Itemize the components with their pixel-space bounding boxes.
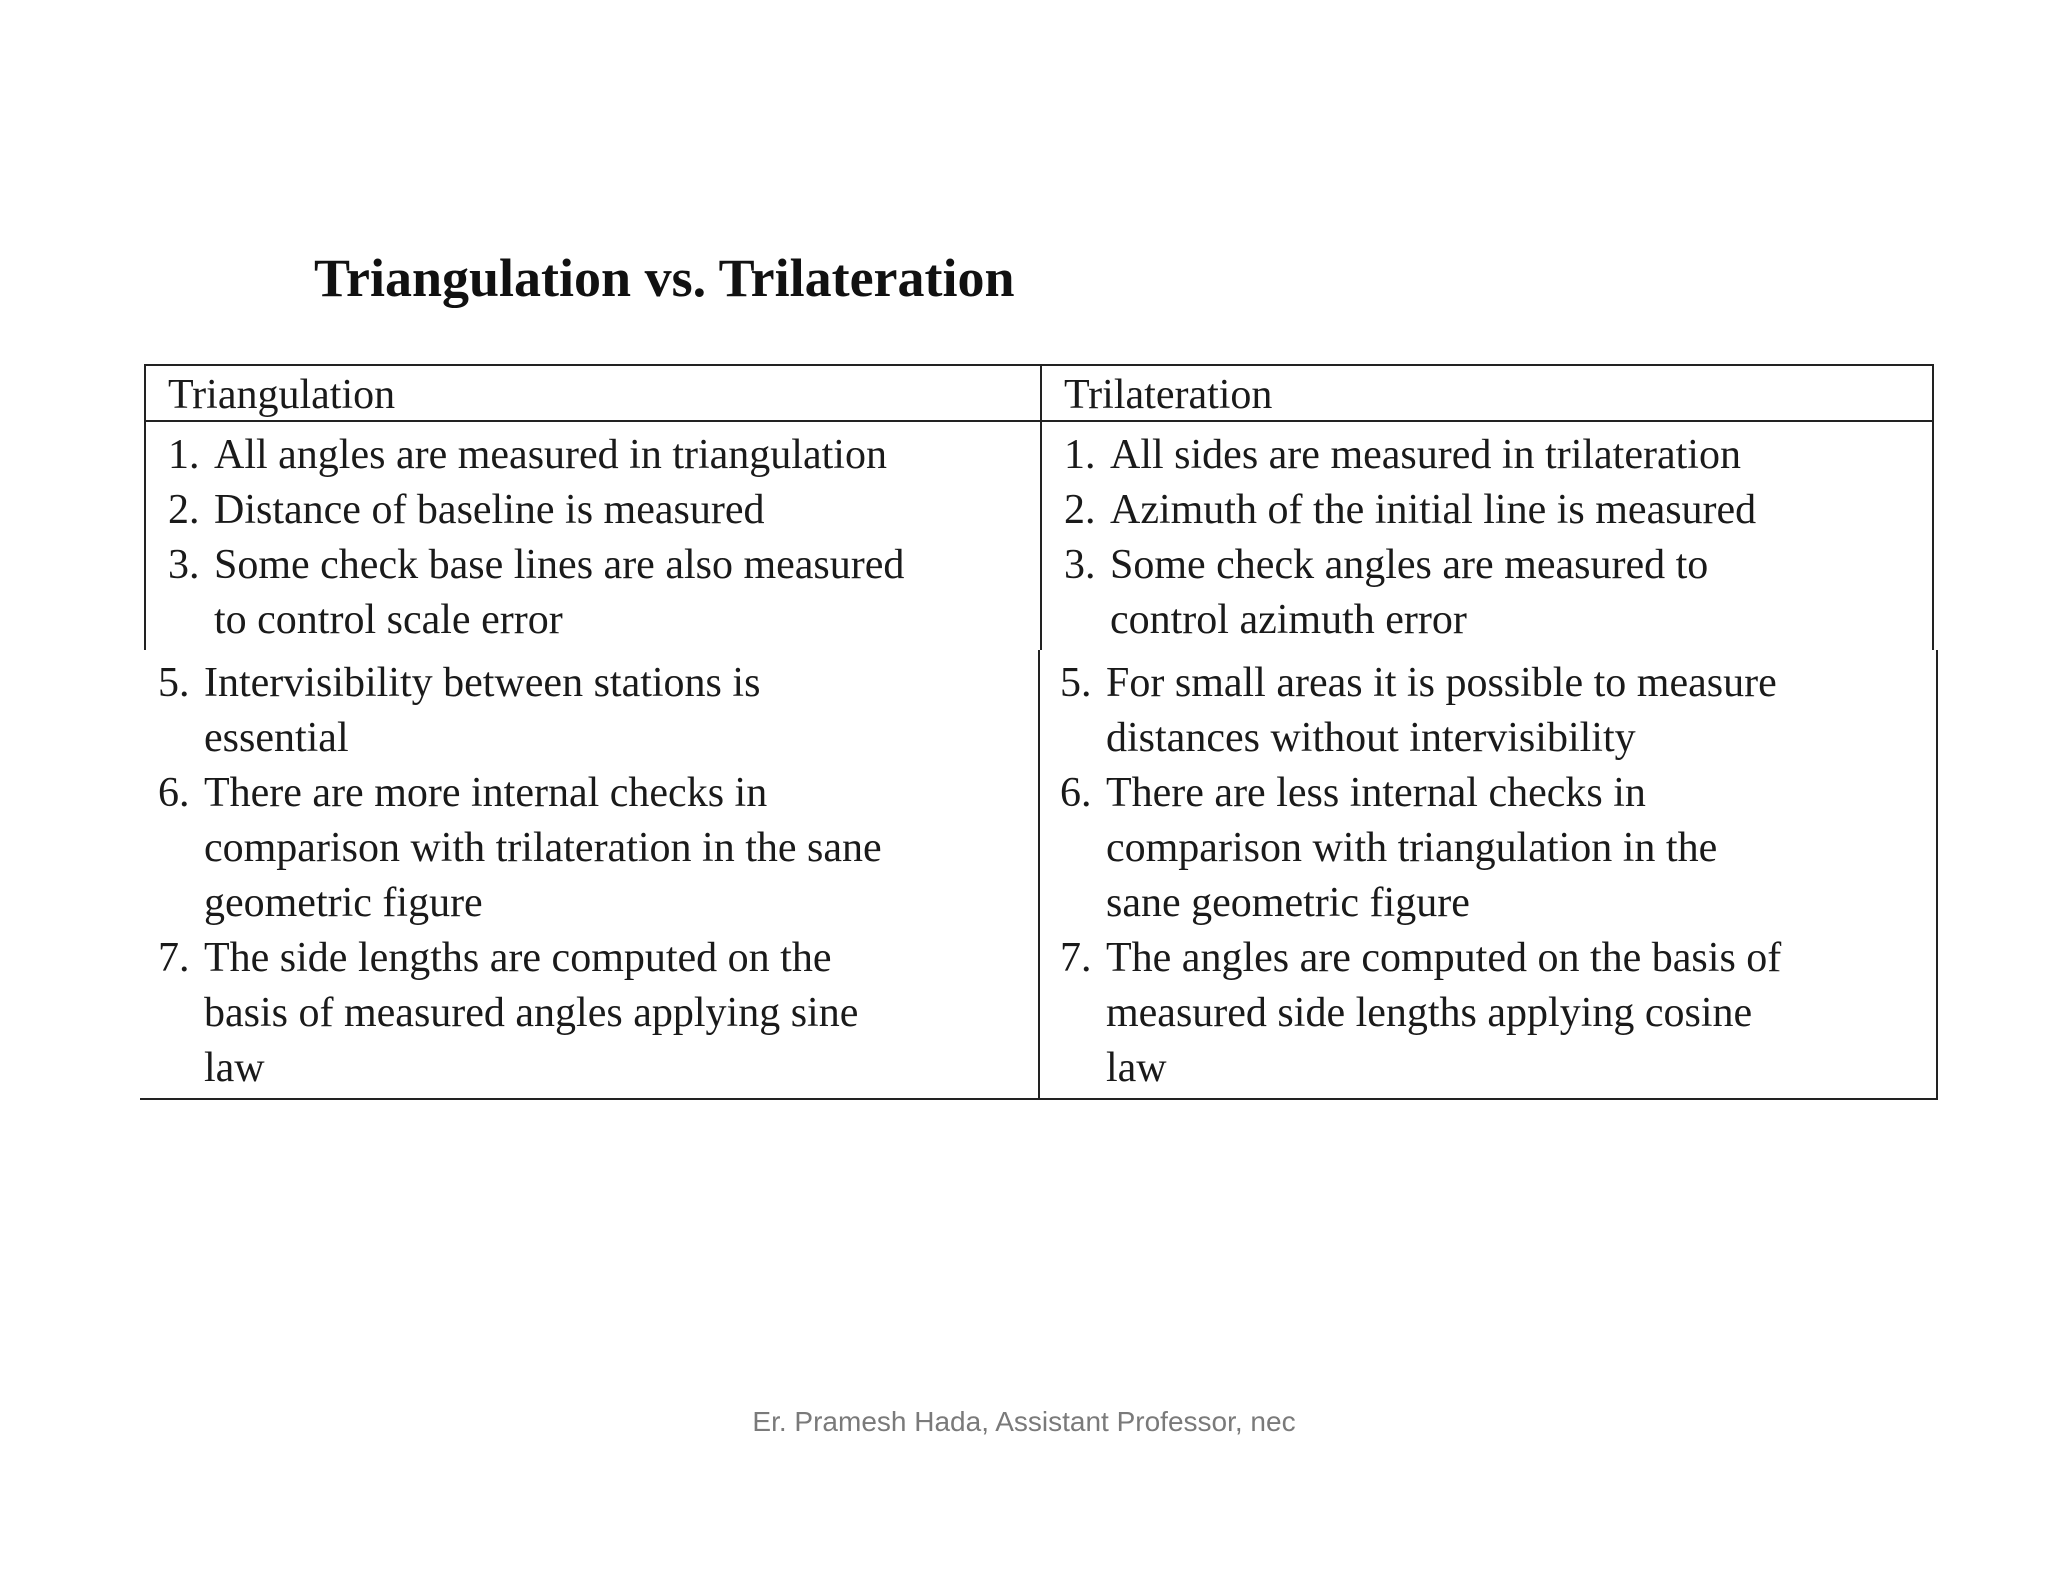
list-item	[1064, 538, 1756, 648]
comparison-table-bottom	[140, 650, 1938, 1100]
item-line: For small areas it is possible to measure	[1106, 660, 1777, 706]
item-number: 3.	[168, 542, 200, 588]
item-line: essential	[204, 715, 349, 761]
item-number: 2.	[1064, 487, 1096, 533]
item-line: control azimuth error	[1110, 597, 1467, 643]
item-number: 3.	[1064, 542, 1096, 588]
item-number: 2.	[168, 487, 200, 533]
list-item	[158, 766, 882, 931]
triangulation-column	[140, 650, 1038, 1100]
item-number: 5.	[158, 660, 190, 706]
list-item	[1060, 931, 1781, 1096]
trilateration-list	[1064, 428, 1756, 648]
list-item	[1064, 428, 1756, 483]
list-item	[158, 931, 882, 1096]
item-line: distances without intervisibility	[1106, 715, 1636, 761]
list-item	[158, 656, 882, 766]
item-line: law	[1106, 1045, 1167, 1091]
item-line: The angles are computed on the basis of	[1106, 935, 1782, 981]
list-item	[168, 483, 904, 538]
item-line: sane geometric figure	[1106, 880, 1470, 926]
header-divider	[144, 420, 1934, 422]
item-number: 5.	[1060, 660, 1092, 706]
item-line: basis of measured angles applying sine	[204, 990, 859, 1036]
item-number: 7.	[158, 935, 190, 981]
item-number: 6.	[158, 770, 190, 816]
item-number: 1.	[168, 432, 200, 478]
trilateration-column	[1040, 364, 1934, 650]
item-line: to control scale error	[214, 597, 563, 643]
list-item	[1060, 656, 1781, 766]
slide-title: Triangulation vs. Trilateration	[314, 248, 1015, 308]
item-line: There are more internal checks in	[204, 770, 768, 816]
item-number: 1.	[1064, 432, 1096, 478]
item-line: The side lengths are computed on the	[204, 935, 832, 981]
comparison-table-top	[144, 364, 1934, 650]
triangulation-list	[158, 656, 882, 1096]
slide-footer: Er. Pramesh Hada, Assistant Professor, nec	[752, 1406, 1296, 1437]
triangulation-header: Triangulation	[168, 372, 396, 418]
triangulation-column	[144, 364, 1040, 650]
trilateration-column	[1038, 650, 1938, 1100]
item-line: Some check angles are measured to	[1110, 542, 1709, 588]
list-item	[168, 538, 904, 648]
item-line: Distance of baseline is measured	[214, 487, 765, 533]
item-number: 7.	[1060, 935, 1092, 981]
item-line: measured side lengths applying cosine	[1106, 990, 1753, 1036]
triangulation-list	[168, 428, 904, 648]
item-line: geometric figure	[204, 880, 483, 926]
item-line: law	[204, 1045, 265, 1091]
item-line: All angles are measured in triangulation	[214, 432, 887, 478]
item-line: comparison with triangulation in the	[1106, 825, 1718, 871]
trilateration-header: Trilateration	[1064, 372, 1273, 418]
item-line: Some check base lines are also measured	[214, 542, 905, 588]
list-item	[1064, 483, 1756, 538]
item-number: 6.	[1060, 770, 1092, 816]
item-line: Intervisibility between stations is	[204, 660, 761, 706]
item-line: comparison with trilateration in the sane	[204, 825, 882, 871]
item-line: There are less internal checks in	[1106, 770, 1646, 816]
list-item	[168, 428, 904, 483]
list-item	[1060, 766, 1781, 931]
item-line: Azimuth of the initial line is measured	[1110, 487, 1757, 533]
item-line: All sides are measured in trilateration	[1110, 432, 1741, 478]
trilateration-list	[1060, 656, 1781, 1096]
